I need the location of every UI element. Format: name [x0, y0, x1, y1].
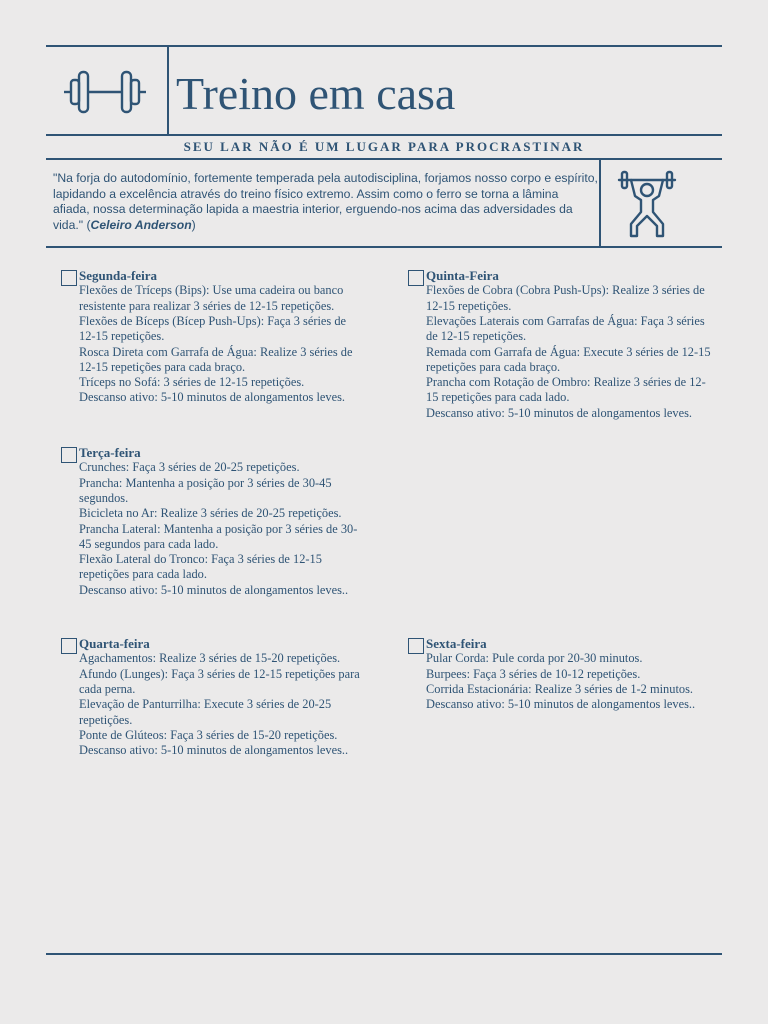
tagline-bottom-rule — [46, 158, 722, 160]
day-title: Terça-feira — [79, 445, 141, 460]
exercise-list — [79, 283, 364, 405]
page-title: Treino em casa — [176, 68, 456, 119]
exercise-item: Corrida Estacionária: Realize 3 séries de 1-2 minutos. — [426, 682, 694, 696]
quote-bottom-rule — [46, 246, 722, 248]
footer-rule — [46, 953, 722, 955]
exercise-item: Remada com Garrafa de Água: Execute 3 séries de 12-15 repetições para cada braço. — [426, 344, 711, 374]
exercise-item: Descanso ativo: 5-10 minutos de alongamentos leves.. — [79, 582, 349, 597]
weightlifter-icon — [617, 166, 677, 240]
title-divider — [167, 46, 169, 135]
day-title: Segunda-feira — [79, 268, 157, 283]
exercise-item: Descanso ativo: 5-10 minutos de alongamentos leves. — [426, 405, 692, 420]
exercise-item: Descanso ativo: 5-10 minutos de alongamentos leves.. — [426, 697, 696, 712]
exercise-list — [426, 651, 716, 712]
day-checkbox[interactable] — [61, 638, 77, 654]
exercise-item: Afundo (Lunges): Faça 3 séries de 12-15 repetições para cada perna. — [79, 666, 360, 696]
day-title: Quinta-Feira — [426, 268, 499, 283]
day-thursday — [426, 268, 716, 421]
exercise-item: Flexão Lateral do Tronco: Faça 3 séries de 12-15 repetições para cada lado. — [79, 552, 322, 582]
exercise-list — [79, 651, 364, 758]
day-checkbox[interactable] — [408, 270, 424, 286]
dumbbell-icon — [60, 62, 156, 122]
quote-author: Celeiro Anderson — [90, 217, 192, 232]
exercise-item: Tríceps no Sofá: 3 séries de 12-15 repetições. — [79, 375, 305, 390]
exercise-item: Flexões de Cobra (Cobra Push-Ups): Realize 3 séries de 12-15 repetições. — [426, 283, 705, 313]
exercise-item: Burpees: Faça 3 séries de 10-12 repetições. — [426, 666, 641, 681]
day-wednesday — [79, 636, 364, 758]
exercise-item: Crunches: Faça 3 séries de 20-25 repetições. — [79, 460, 300, 475]
day-checkbox[interactable] — [61, 270, 77, 286]
exercise-item: Pular Corda: Pule corda por 20-30 minutos. — [426, 651, 643, 666]
quote-body: "Na forja do autodomínio, fortemente temperada pela autodisciplina, forjamos nosso corpo e espírito, lapidando a excelência através do treino físico extremo. Assim como o ferro se torna a lâmina afiada, nossa determinação lapida a maestria interior, erguendo-nos acima das adversidades da vida." ( — [53, 171, 598, 232]
exercise-item: Descanso ativo: 5-10 minutos de alongamentos leves.. — [79, 743, 349, 758]
day-tuesday — [79, 445, 364, 598]
day-monday — [79, 268, 364, 406]
exercise-item: Rosca Direta com Garrafa de Água: Realize 3 séries de 12-15 repetições para cada braço. — [79, 344, 353, 374]
top-rule — [46, 45, 722, 47]
quote-text — [53, 171, 598, 233]
exercise-item: Descanso ativo: 5-10 minutos de alongamentos leves. — [79, 390, 345, 405]
exercise-item: Elevações Laterais com Garrafas de Água: Faça 3 séries de 12-15 repetições. — [426, 314, 705, 344]
exercise-item: Elevação de Panturrilha: Execute 3 séries de 20-25 repetições. — [79, 697, 332, 727]
exercise-item: Flexões de Bíceps (Bícep Push-Ups): Faça 3 séries de 12-15 repetições. — [79, 314, 347, 344]
exercise-item: Prancha: Mantenha a posição por 3 séries de 30-45 segundos. — [79, 475, 332, 505]
exercise-item: Prancha com Rotação de Ombro: Realize 3 séries de 12-15 repetições para cada lado. — [426, 375, 706, 405]
quote-close: ) — [191, 217, 196, 232]
quote-divider — [599, 159, 601, 247]
day-title: Quarta-feira — [79, 636, 150, 651]
tagline: SEU LAR NÃO É UM LUGAR PARA PROCRASTINAR — [183, 139, 585, 154]
day-checkbox[interactable] — [61, 447, 77, 463]
exercise-item: Prancha Lateral: Mantenha a posição por 3 séries de 30-45 segundos para cada lado. — [79, 521, 358, 551]
exercise-item: Agachamentos: Realize 3 séries de 15-20 repetições. — [79, 651, 341, 666]
title-bottom-rule — [46, 134, 722, 136]
exercise-list — [79, 460, 364, 598]
day-friday — [426, 636, 716, 713]
day-checkbox[interactable] — [408, 638, 424, 654]
exercise-list — [426, 283, 716, 421]
exercise-item: Ponte de Glúteos: Faça 3 séries de 15-20 repetições. — [79, 727, 338, 742]
exercise-item: Bicicleta no Ar: Realize 3 séries de 20-25 repetições. — [79, 506, 342, 521]
exercise-item: Flexões de Tríceps (Bips): Use uma cadeira ou banco resistente para realizar 3 séries de 12-15 repetições. — [79, 283, 344, 313]
day-title: Sexta-feira — [426, 636, 487, 651]
